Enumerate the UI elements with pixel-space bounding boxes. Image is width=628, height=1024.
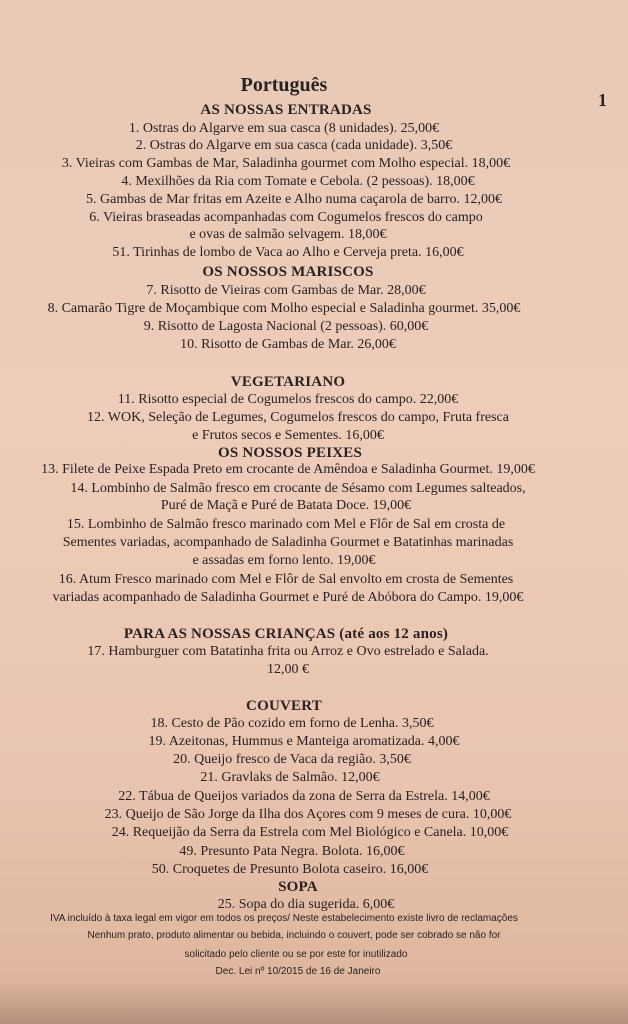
menu-item: 3. Vieiras com Gambas de Mar, Saladinha gourmet com Molho especial. 18,00€: [61, 156, 511, 171]
menu-item: 14. Lombinho de Salmão fresco em crocante de Sésamo com Legumes salteados,: [70, 481, 526, 496]
menu-item: 1. Ostras do Algarve em sua casca (8 unidades). 25,00€: [128, 121, 440, 136]
menu-item: e ovas de salmão selvagem. 18,00€: [189, 227, 387, 242]
section-heading-vegetariano: VEGETARIANO: [230, 374, 346, 390]
legal-note: Dec. Lei nº 10/2015 de 16 de Janeiro: [215, 966, 381, 977]
menu-item: 22. Tábua de Queijos variados da zona de Serra da Estrela. 14,00€: [118, 789, 490, 804]
menu-item: 2. Ostras do Algarve em sua casca (cada unidade). 3,50€: [135, 138, 453, 153]
legal-note: solicitado pelo cliente ou se por este for inutilizado: [184, 949, 408, 960]
legal-note: Nenhum prato, produto alimentar ou bebida, incluindo o couvert, pode ser cobrado se não for: [87, 930, 501, 941]
bottom-shadow: [0, 980, 628, 1024]
menu-title: Português: [240, 74, 328, 96]
menu-item: 11. Risotto especial de Cogumelos frescos do campo. 22,00€: [117, 392, 459, 407]
section-heading-sopa: SOPA: [278, 879, 318, 895]
menu-item: 7. Risotto de Vieiras com Gambas de Mar. 28,00€: [146, 283, 426, 298]
menu-item: 24. Requeijão da Serra da Estrela com Mel Biológico e Canela. 10,00€: [111, 825, 509, 840]
menu-item: 8. Camarão Tigre de Moçambique com Molho especial e Saladinha gourmet. 35,00€: [47, 301, 521, 316]
menu-item: 16. Atum Fresco marinado com Mel e Flôr de Sal envolto em crosta de Sementes: [58, 572, 514, 587]
section-heading-criancas: PARA AS NOSSAS CRIANÇAS (até aos 12 anos): [123, 626, 449, 642]
menu-item: 12. WOK, Seleção de Legumes, Cogumelos frescos do campo, Fruta fresca: [87, 410, 509, 425]
menu-item: Sementes variadas, acompanhado de Saladinha Gourmet e Batatinhas marinadas: [62, 535, 514, 550]
section-heading-mariscos: OS NOSSOS MARISCOS: [202, 264, 374, 280]
menu-item: 20. Queijo fresco de Vaca da região. 3,50€: [173, 752, 411, 767]
section-heading-entradas: AS NOSSAS ENTRADAS: [200, 102, 372, 118]
menu-item: variadas acompanhado de Saladinha Gourmet e Puré de Abóbora do Campo. 19,00€: [52, 590, 524, 605]
menu-item: 15. Lombinho de Salmão fresco marinado com Mel e Flôr de Sal em crosta de: [66, 517, 506, 532]
menu-item: 21. Gravlaks de Salmão. 12,00€: [200, 770, 380, 785]
menu-item: 51. Tirinhas de lombo de Vaca ao Alho e Cerveja preta. 16,00€: [112, 245, 464, 260]
menu-item: 49. Presunto Pata Negra. Bolota. 16,00€: [179, 844, 405, 859]
menu-item: 5. Gambas de Mar fritas em Azeite e Alho numa caçarola de barro. 12,00€: [86, 192, 502, 207]
menu-item: 23. Queijo de São Jorge da Ilha dos Açores com 9 meses de cura. 10,00€: [104, 807, 512, 822]
menu-item: 50. Croquetes de Presunto Bolota caseiro. 16,00€: [151, 862, 429, 877]
menu-item: 12,00 €: [267, 662, 309, 677]
menu-item: 13. Filete de Peixe Espada Preto em crocante de Amêndoa e Saladinha Gourmet. 19,00€: [41, 462, 535, 477]
page-number: 1: [598, 90, 607, 110]
menu-item: 19. Azeitonas, Hummus e Manteiga aromatizada. 4,00€: [148, 734, 460, 749]
section-heading-couvert: COUVERT: [246, 698, 322, 714]
menu-item: Puré de Maçã e Puré de Batata Doce. 19,00€: [160, 498, 412, 513]
section-heading-peixes: OS NOSSOS PEIXES: [217, 445, 363, 461]
menu-item: 10. Risotto de Gambas de Mar. 26,00€: [180, 337, 396, 352]
menu-item: 18. Cesto de Pão cozido em forno de Lenha. 3,50€: [150, 716, 434, 731]
menu-item: e assadas em forno lento. 19,00€: [192, 553, 376, 568]
menu-item: 17. Hamburguer com Batatinha frita ou Arroz e Ovo estrelado e Salada.: [87, 644, 489, 659]
menu-item: 4. Mexilhões da Ria com Tomate e Cebola. (2 pessoas). 18,00€: [121, 174, 475, 189]
menu-item: 6. Vieiras braseadas acompanhadas com Cogumelos frescos do campo: [89, 210, 483, 225]
menu-item: 9. Risotto de Lagosta Nacional (2 pessoas). 60,00€: [143, 319, 429, 334]
menu-item: 25. Sopa do dia sugerida. 6,00€: [217, 897, 395, 912]
legal-note: IVA incluído à taxa legal em vigor em todos os preços/ Neste estabelecimento existe livro de reclamações: [50, 913, 518, 924]
menu-item: e Frutos secos e Sementes. 16,00€: [192, 428, 384, 443]
